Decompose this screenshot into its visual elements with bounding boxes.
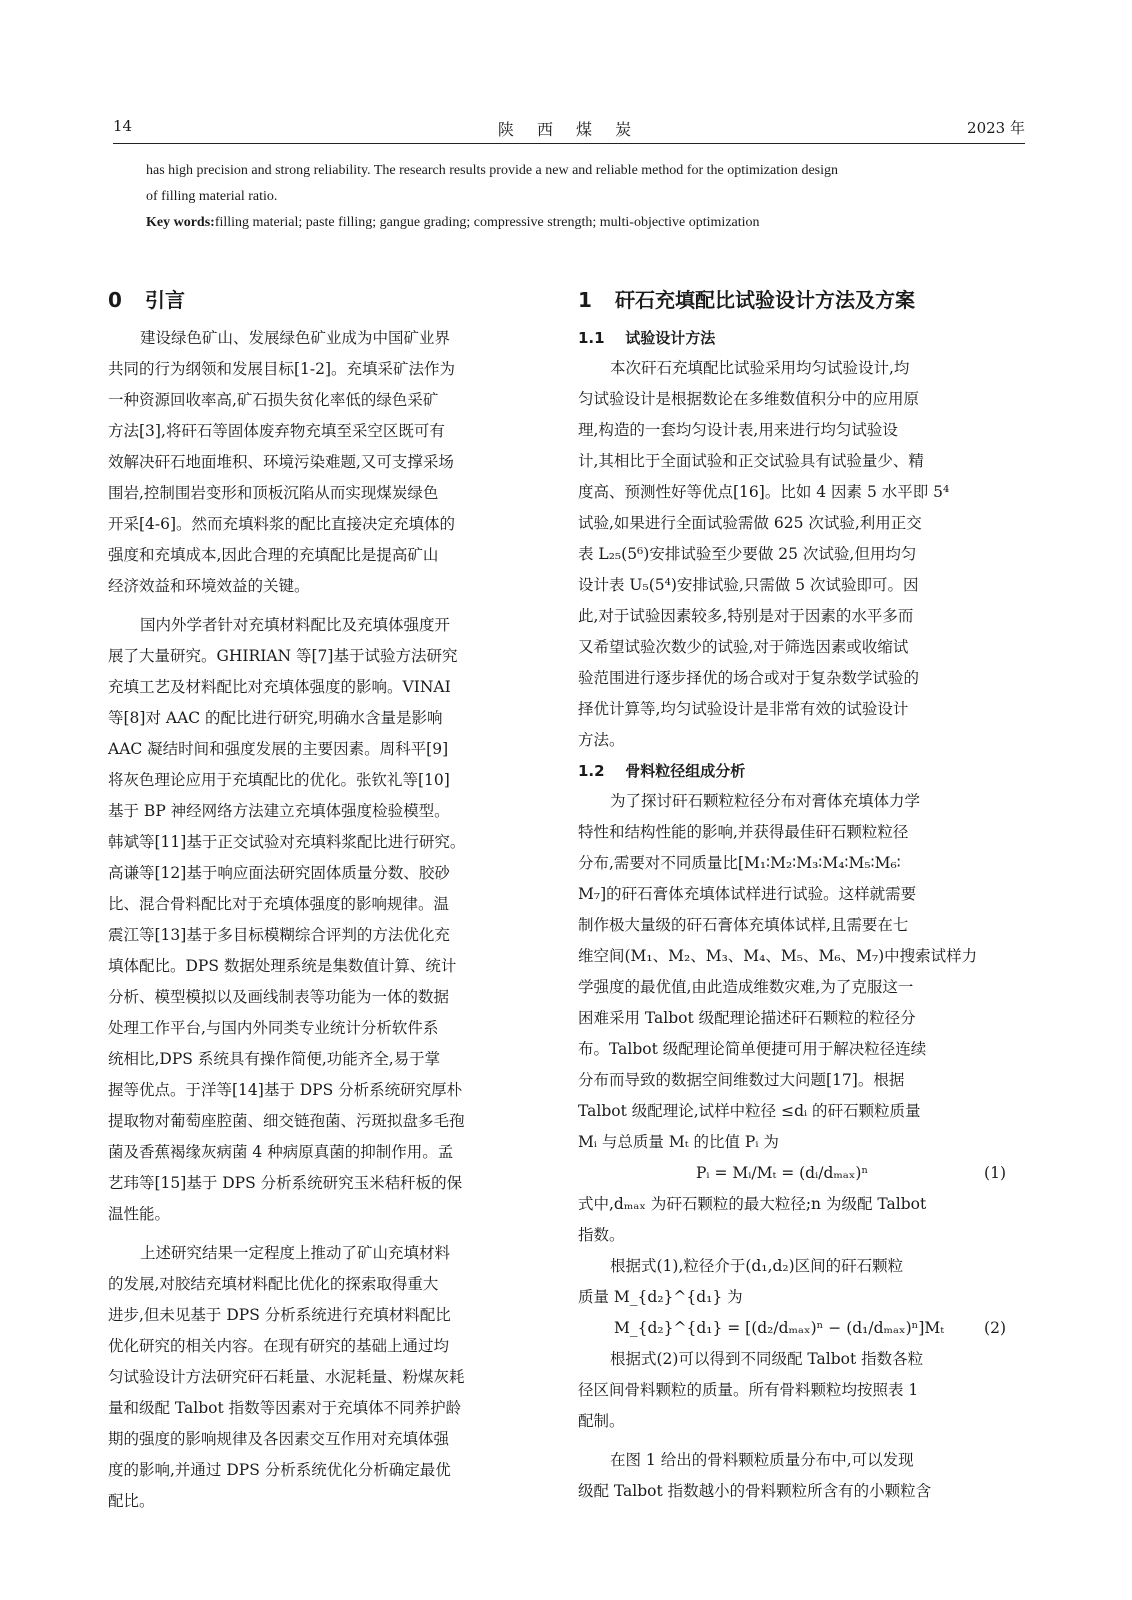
text-line: 择优计算等,均匀试验设计是非常有效的试验设计: [578, 700, 909, 718]
text-line: 配制。: [578, 1412, 625, 1430]
text-line: Talbot 级配理论,试样中粒径 ≤dᵢ 的矸石颗粒质量: [578, 1102, 921, 1120]
text-line: 量和级配 Talbot 指数等因素对于充填体不同养护龄: [108, 1399, 462, 1417]
text-line: 此,对于试验因素较多,特别是对于因素的水平多而: [578, 607, 914, 625]
text-line: 处理工作平台,与国内外同类专业统计分析软件系: [108, 1019, 439, 1037]
text-line: 艺玮等[15]基于 DPS 分析系统研究玉米秸秆板的保: [108, 1174, 463, 1192]
text-line: 度的影响,并通过 DPS 分析系统优化分析确定最优: [108, 1461, 451, 1479]
text-line: 方法[3],将矸石等固体废弃物充填至采空区既可有: [108, 422, 445, 440]
subsection-heading-1-1: [578, 323, 1008, 353]
text-line: 分布而导致的数据空间维数过大问题[17]。根据: [578, 1071, 905, 1089]
text-line: 的发展,对胶结充填材料配比优化的探索取得重大: [108, 1275, 439, 1293]
keywords: [146, 210, 996, 236]
text-line: 根据式(1),粒径介于(d₁,d₂)区间的矸石颗粒: [610, 1257, 904, 1275]
abstract-line: of filling material ratio.: [146, 189, 278, 204]
text-line: 表 L₂₅(5⁶)安排试验至少要做 25 次试验,但用均匀: [578, 545, 917, 563]
subsection-1-2-body: [578, 786, 1008, 1158]
subsection-heading-1-2: [578, 756, 1008, 786]
final-paragraphs: [578, 1344, 1008, 1507]
equation-2-number: (2): [984, 1319, 1006, 1337]
text-line: 指数。: [578, 1226, 625, 1244]
equation-2: [578, 1313, 1008, 1344]
text-line: Mᵢ 与总质量 Mₜ 的比值 Pᵢ 为: [578, 1133, 779, 1151]
paragraph-gap: [108, 602, 538, 610]
text-line: 建设绿色矿山、发展绿色矿业成为中国矿业界: [140, 329, 451, 347]
journal-name: 陕 西 煤 炭: [497, 120, 641, 139]
section-heading-0: [108, 285, 538, 315]
text-line: 设计表 U₅(5⁴)安排试验,只需做 5 次试验即可。因: [578, 576, 919, 594]
publication-year: 2023 年: [967, 119, 1025, 137]
text-line: 级配 Talbot 指数越小的骨料颗粒所含有的小颗粒含: [578, 1482, 932, 1500]
text-line: 质量 M_{d₂}^{d₁} 为: [578, 1288, 743, 1306]
text-line: 验范围进行逐步择优的场合或对于复杂数学试验的: [578, 669, 920, 687]
text-line: 匀试验设计是根据数论在多维数值积分中的应用原: [578, 390, 920, 408]
text-line: 填体配比。DPS 数据处理系统是集数值计算、统计: [108, 957, 457, 975]
paragraph-body: [578, 1251, 1008, 1313]
introduction-body: [108, 323, 538, 1517]
text-line: 配比。: [108, 1492, 155, 1510]
text-line: 制作极大量级的矸石膏体充填体试样,且需要在七: [578, 916, 909, 934]
text-line: 上述研究结果一定程度上推动了矿山充填材料: [140, 1244, 451, 1262]
equation-2-formula: M_{d₂}^{d₁} = [(d₂/dₘₐₓ)ⁿ − (d₁/dₘₐₓ)ⁿ]Mₜ: [614, 1319, 945, 1337]
section-number: 0: [108, 288, 122, 312]
section-title: 引言: [144, 288, 185, 312]
text-line: 韩斌等[11]基于正交试验对充填料浆配比进行研究。: [108, 833, 466, 851]
text-line: 方法。: [578, 731, 625, 749]
text-line: 根据式(2)可以得到不同级配 Talbot 指数各粒: [610, 1350, 924, 1368]
abstract-tail: [146, 158, 996, 236]
text-line: 又希望试验次数少的试验,对于筛选因素或收缩试: [578, 638, 909, 656]
page-number: 14: [113, 117, 133, 135]
text-line: 高谦等[12]基于响应面法研究固体质量分数、胶砂: [108, 864, 450, 882]
subsection-number: 1.2: [578, 762, 605, 780]
left-column: [108, 285, 538, 1517]
text-line: 在图 1 给出的骨料颗粒质量分布中,可以发现: [610, 1451, 914, 1469]
text-line: 强度和充填成本,因此合理的充填配比是提高矿山: [108, 546, 439, 564]
text-line: 学强度的最优值,由此造成维数灾难,为了克服这一: [578, 978, 914, 996]
text-line: M₇]的矸石膏体充填体试样进行试验。这样就需要: [578, 885, 917, 903]
text-line: 效解决矸石地面堆积、环境污染难题,又可支撑采场: [108, 453, 454, 471]
text-line: 优化研究的相关内容。在现有研究的基础上通过均: [108, 1337, 450, 1355]
text-line: 开采[4-6]。然而充填料浆的配比直接决定充填体的: [108, 515, 456, 533]
text-line: 提取物对葡萄座腔菌、细交链孢菌、污斑拟盘多毛孢: [108, 1112, 465, 1130]
text-line: 本次矸石充填配比试验采用均匀试验设计,均: [610, 359, 910, 377]
paragraph-gap: [578, 1437, 1008, 1445]
text-line: 震江等[13]基于多目标模糊综合评判的方法优化充: [108, 926, 450, 944]
text-line: 基于 BP 神经网络方法建立充填体强度检验模型。: [108, 802, 450, 820]
text-line: 比、混合骨料配比对于充填体强度的影响规律。温: [108, 895, 450, 913]
text-line: 一种资源回收率高,矿石损失贫化率低的绿色采矿: [108, 391, 439, 409]
equation-1: [578, 1158, 1008, 1189]
text-line: 充填工艺及材料配比对充填体强度的影响。VINAI: [108, 678, 451, 696]
right-column: [578, 285, 1008, 1507]
keywords-label: Key words:: [146, 215, 215, 230]
equation-1-explanation: [578, 1189, 1008, 1251]
subsection-title: 试验设计方法: [625, 329, 716, 347]
text-line: 国内外学者针对充填材料配比及充填体强度开: [140, 616, 451, 634]
running-header: [113, 111, 1025, 144]
text-line: 经济效益和环境效益的关键。: [108, 577, 310, 595]
text-line: 展了大量研究。GHIRIAN 等[7]基于试验方法研究: [108, 647, 458, 665]
subsection-number: 1.1: [578, 329, 605, 347]
text-line: 径区间骨料颗粒的质量。所有骨料颗粒均按照表 1: [578, 1381, 919, 1399]
text-line: 维空间(M₁、M₂、M₃、M₄、M₅、M₆、M₇)中搜索试样力: [578, 947, 978, 965]
text-line: 围岩,控制围岩变形和顶板沉陷从而实现煤炭绿色: [108, 484, 439, 502]
text-line: 进步,但未见基于 DPS 分析系统进行充填材料配比: [108, 1306, 451, 1324]
text-line: 匀试验设计方法研究矸石耗量、水泥耗量、粉煤灰耗: [108, 1368, 465, 1386]
text-line: 为了探讨矸石颗粒粒径分布对膏体充填体力学: [610, 792, 921, 810]
subsection-title: 骨料粒径组成分析: [625, 762, 746, 780]
text-line: 特性和结构性能的影响,并获得最佳矸石颗粒粒径: [578, 823, 909, 841]
text-line: 温性能。: [108, 1205, 171, 1223]
text-line: 布。Talbot 级配理论简单便捷可用于解决粒径连续: [578, 1040, 927, 1058]
text-line: 式中,dₘₐₓ 为矸石颗粒的最大粒径;n 为级配 Talbot: [578, 1195, 927, 1213]
text-line: 试验,如果进行全面试验需做 625 次试验,利用正交: [578, 514, 922, 532]
subsection-1-1-body: [578, 353, 1008, 756]
text-line: 理,构造的一套均匀设计表,用来进行均匀试验设: [578, 421, 898, 439]
text-line: AAC 凝结时间和强度发展的主要因素。周科平[9]: [108, 740, 449, 758]
text-line: 分析、模型模拟以及画线制表等功能为一体的数据: [108, 988, 450, 1006]
keywords-text: filling material; paste filling; gangue grading; compressive strength; multi-objective optimization: [214, 215, 760, 230]
abstract-line: has high precision and strong reliability. The research results provide a new and reliable method for the optimization design: [146, 163, 839, 178]
section-number: 1: [578, 288, 592, 312]
text-line: 共同的行为纲领和发展目标[1-2]。充填采矿法作为: [108, 360, 456, 378]
text-line: 困难采用 Talbot 级配理论描述矸石颗粒的粒径分: [578, 1009, 916, 1027]
paragraph-gap: [108, 1230, 538, 1238]
text-line: 度高、预测性好等优点[16]。比如 4 因素 5 水平即 5⁴: [578, 483, 950, 501]
text-line: 期的强度的影响规律及各因素交互作用对充填体强: [108, 1430, 450, 1448]
text-line: 等[8]对 AAC 的配比进行研究,明确水含量是影响: [108, 709, 443, 727]
text-line: 将灰色理论应用于充填配比的优化。张钦礼等[10]: [108, 771, 450, 789]
text-line: 计,其相比于全面试验和正交试验具有试验量少、精: [578, 452, 924, 470]
equation-1-formula: Pᵢ = Mᵢ/Mₜ = (dᵢ/dₘₐₓ)ⁿ: [696, 1164, 869, 1182]
text-line: 统相比,DPS 系统具有操作简便,功能齐全,易于掌: [108, 1050, 441, 1068]
section-title: 矸石充填配比试验设计方法及方案: [614, 288, 915, 312]
text-line: 分布,需要对不同质量比[M₁∶M₂∶M₃∶M₄∶M₅∶M₆∶: [578, 854, 901, 872]
text-line: 菌及香蕉褐缘灰病菌 4 种病原真菌的抑制作用。孟: [108, 1143, 454, 1161]
equation-1-number: (1): [984, 1164, 1006, 1182]
section-heading-1: [578, 285, 1008, 315]
text-line: 握等优点。于洋等[14]基于 DPS 分析系统研究厚朴: [108, 1081, 463, 1099]
